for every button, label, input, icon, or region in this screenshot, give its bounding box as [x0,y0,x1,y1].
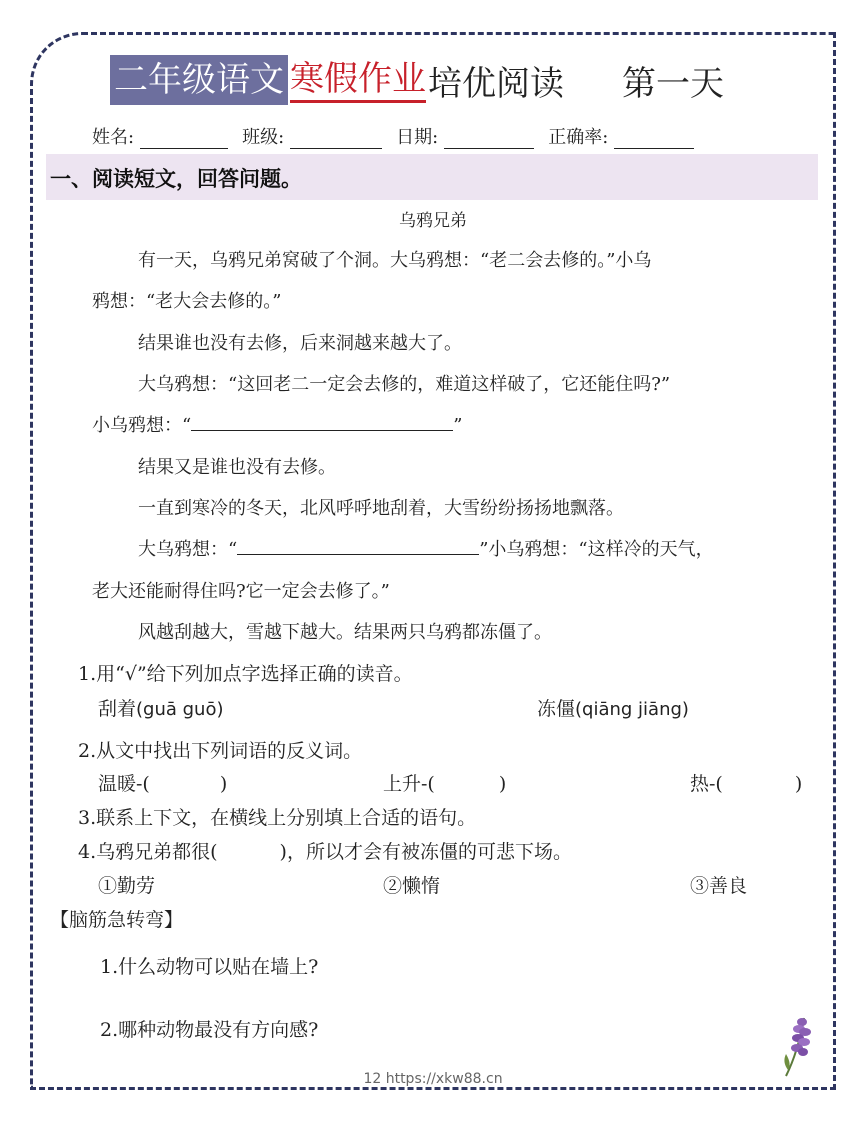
q1b-pinyin: (qiāng jiāng) [575,699,689,720]
q2-rise-label: 上升-( [383,773,435,795]
q2-rise [383,769,506,796]
story-text: 大乌鸦想：“ [138,539,238,560]
story-text: ” [453,415,463,436]
page-footer: 12 https://xkw88.cn [363,1071,503,1087]
q1-option-b[interactable] [537,694,689,721]
accuracy-label: 正确率: [548,127,609,148]
class-label: 班级: [242,127,285,148]
q1-option-a[interactable] [98,694,224,721]
class-field[interactable] [290,128,382,149]
story-line [138,535,714,561]
brain-teaser-2: 2.哪种动物最没有方向感? [100,1019,319,1041]
q4-option-1[interactable]: ①勤劳 [98,875,156,897]
date-field[interactable] [444,128,534,149]
q2-warm [98,769,227,796]
q2-hot-label: 热-( [690,773,723,795]
question-3: 3.联系上下文，在横线上分别填上合适的语句。 [78,807,477,829]
question-2: 2.从文中找出下列词语的反义词。 [78,740,363,762]
q2-hot [690,769,802,796]
story-text: ”小乌鸦想：“这样冷的天气， [479,539,714,560]
q4-option-3[interactable]: ③善良 [690,875,748,897]
q4-option-2[interactable]: ②懒惰 [383,875,441,897]
answer-blank[interactable] [191,412,453,431]
date-label: 日期: [396,127,439,148]
page-title [110,55,724,105]
story-line: 风越刮越大，雪越下越大。结果两只乌鸦都冻僵了。 [138,622,552,643]
title-reading: 培优阅读 [428,63,564,104]
q1a-pinyin: (guā guō) [136,699,224,720]
question-1: 1.用“√”给下列加点字选择正确的读音。 [78,663,413,685]
story-title: 乌鸦兄弟 [399,211,467,231]
story-line: 结果又是谁也没有去修。 [138,457,336,478]
paren-close: ) [498,773,507,795]
story-line [92,411,462,437]
q1a-word: 刮着 [98,698,137,720]
story-line: 老大还能耐得住吗?它一定会去修了。” [92,581,390,602]
name-field[interactable] [140,128,228,149]
story-line: 有一天，乌鸦兄弟窝破了个洞。大乌鸦想：“老二会去修的。”小乌 [138,250,652,271]
question-4 [78,837,572,864]
paren-close: ) [219,773,228,795]
q4-text-b: )，所以才会有被冻僵的可悲下场。 [279,841,572,863]
story-line: 大乌鸦想：“这回老二一定会去修的，难道这样破了，它还能住吗?” [138,374,671,395]
name-label: 姓名: [92,127,135,148]
story-line: 鸦想：“老大会去修的。” [92,291,282,312]
q1b-word: 冻僵 [537,698,576,720]
title-homework: 寒假作业 [290,58,426,103]
answer-blank[interactable] [237,536,479,555]
section-title: 一、阅读短文，回答问题。 [50,166,302,191]
q2-warm-label: 温暖-( [98,773,150,795]
title-grade: 二年级语文 [110,55,288,105]
brain-teaser-1: 1.什么动物可以贴在墙上? [100,956,319,978]
paren-close: ) [794,773,803,795]
accuracy-field[interactable] [614,128,694,149]
story-line: 一直到寒冷的冬天，北风呼呼地刮着，大雪纷纷扬扬地飘落。 [138,498,624,519]
story-text: 小乌鸦想：“ [92,415,192,436]
brain-teaser-heading: 【脑筋急转弯】 [50,909,184,931]
story-line: 结果谁也没有去修，后来洞越来越大了。 [138,333,462,354]
title-day: 第一天 [622,63,724,104]
q4-text-a: 4.乌鸦兄弟都很( [78,841,218,863]
student-info-row [92,123,708,149]
